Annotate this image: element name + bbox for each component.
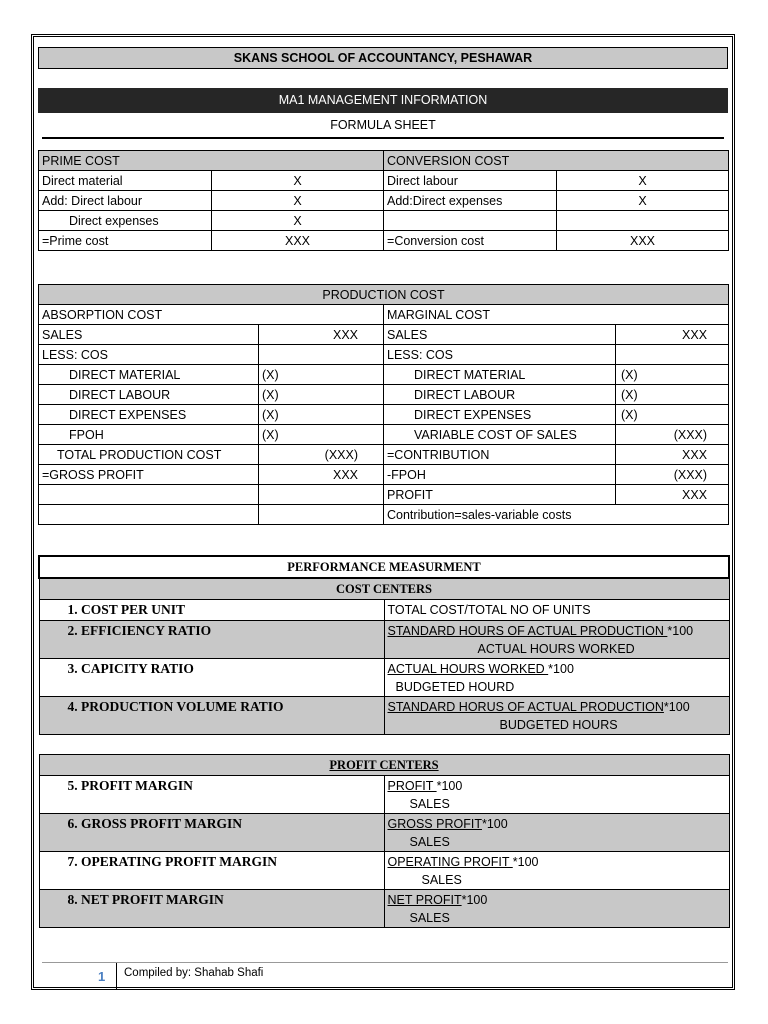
marginal-value-b: XXX bbox=[682, 447, 708, 462]
formula-denominator: SALES bbox=[409, 911, 450, 925]
absorption-row-label: DIRECT EXPENSES bbox=[39, 405, 259, 425]
marginal-value-b: XXX bbox=[682, 487, 708, 502]
marginal-row-label: PROFIT bbox=[384, 485, 616, 505]
school-title: SKANS SCHOOL OF ACCOUNTANCY, PESHAWAR bbox=[233, 51, 533, 65]
marginal-row-value bbox=[616, 345, 729, 365]
measure-label: 6. GROSS PROFIT MARGIN bbox=[39, 814, 384, 852]
measure-formula bbox=[384, 659, 729, 697]
marginal-row-value bbox=[616, 385, 729, 405]
measure-label: 4. PRODUCTION VOLUME RATIO bbox=[39, 697, 384, 735]
formula-numerator: ACTUAL HOURS WORKED bbox=[387, 662, 549, 676]
measure-formula bbox=[384, 776, 729, 814]
conversion-row-label: Direct labour bbox=[384, 171, 557, 191]
footer-divider bbox=[116, 963, 117, 989]
formula-numerator: STANDARD HORUS OF ACTUAL PRODUCTION bbox=[387, 700, 664, 714]
marginal-row-label: DIRECT MATERIAL bbox=[384, 365, 616, 385]
formula-numerator: PROFIT bbox=[387, 779, 437, 793]
formula-numerator-line bbox=[388, 817, 508, 831]
formula-numerator-line bbox=[388, 603, 591, 617]
production-cost-table bbox=[38, 284, 729, 525]
measure-formula bbox=[384, 621, 729, 659]
school-title-band bbox=[38, 47, 728, 69]
prime-row-value: XXX bbox=[212, 231, 384, 251]
marginal-row-label: -FPOH bbox=[384, 465, 616, 485]
measure-label: 2. EFFICIENCY RATIO bbox=[39, 621, 384, 659]
formula-multiplier: *100 bbox=[512, 855, 539, 869]
conversion-row-label: Add:Direct expenses bbox=[384, 191, 557, 211]
conversion-row-value: XXX bbox=[557, 231, 729, 251]
prime-row-value: X bbox=[212, 171, 384, 191]
absorption-row-label: TOTAL PRODUCTION COST bbox=[39, 445, 259, 465]
prime-row-label: Add: Direct labour bbox=[39, 191, 212, 211]
prime-row-label: Direct material bbox=[39, 171, 212, 191]
marginal-value-b: XXX bbox=[682, 327, 708, 342]
formula-numerator: GROSS PROFIT bbox=[387, 817, 482, 831]
formula-numerator-line bbox=[388, 624, 694, 638]
measure-label: 8. NET PROFIT MARGIN bbox=[39, 890, 384, 928]
formula-multiplier: *100 bbox=[481, 817, 508, 831]
formula-multiplier: *100 bbox=[436, 779, 463, 793]
marginal-row-label: DIRECT EXPENSES bbox=[384, 405, 616, 425]
formula-multiplier: *100 bbox=[461, 893, 488, 907]
absorption-row-value bbox=[259, 465, 384, 485]
absorption-row-value bbox=[259, 385, 384, 405]
marginal-value-a: (X) bbox=[621, 407, 638, 422]
formula-numerator-line bbox=[388, 779, 463, 793]
absorption-value-a: (X) bbox=[262, 387, 279, 402]
conversion-row-value: X bbox=[557, 191, 729, 211]
profit-centers-title: PROFIT CENTERS bbox=[329, 758, 439, 772]
measure-formula bbox=[384, 600, 729, 621]
measure-label: 1. COST PER UNIT bbox=[39, 600, 384, 621]
formula-numerator: STANDARD HOURS OF ACTUAL PRODUCTION bbox=[387, 624, 668, 638]
absorption-row-label: LESS: COS bbox=[39, 345, 259, 365]
measure-formula bbox=[384, 852, 729, 890]
marginal-value-b: (XXX) bbox=[673, 427, 708, 442]
marginal-row-value bbox=[616, 325, 729, 345]
measure-label: 3. CAPICITY RATIO bbox=[39, 659, 384, 697]
conversion-row-label: =Conversion cost bbox=[384, 231, 557, 251]
formula-numerator: OPERATING PROFIT bbox=[387, 855, 513, 869]
marginal-value-a: (X) bbox=[621, 387, 638, 402]
marginal-row-label: SALES bbox=[384, 325, 616, 345]
absorption-value-b: XXX bbox=[332, 467, 358, 482]
absorption-row-value bbox=[259, 425, 384, 445]
marginal-value-a: (X) bbox=[621, 367, 638, 382]
profit-centers-header bbox=[39, 755, 729, 776]
absorption-row-value bbox=[259, 345, 384, 365]
marginal-cost-header: MARGINAL COST bbox=[384, 305, 729, 325]
marginal-row-label: VARIABLE COST OF SALES bbox=[384, 425, 616, 445]
formula-numerator: NET PROFIT bbox=[387, 893, 462, 907]
conversion-row-value bbox=[557, 211, 729, 231]
prime-row-label: =Prime cost bbox=[39, 231, 212, 251]
absorption-row-label: DIRECT LABOUR bbox=[39, 385, 259, 405]
formula-multiplier: *100 bbox=[667, 624, 694, 638]
marginal-value-b: (XXX) bbox=[673, 467, 708, 482]
prime-row-value: X bbox=[212, 211, 384, 231]
formula-denominator: BUDGETED HOURD bbox=[395, 680, 515, 694]
absorption-row-label bbox=[39, 505, 259, 525]
absorption-row-value bbox=[259, 505, 384, 525]
footer-rule bbox=[42, 962, 728, 963]
absorption-row-value bbox=[259, 485, 384, 505]
measure-label: 7. OPERATING PROFIT MARGIN bbox=[39, 852, 384, 890]
compiled-by: Compiled by: Shahab Shafi bbox=[124, 967, 264, 979]
course-title-band bbox=[38, 88, 728, 113]
formula-numerator-line bbox=[388, 893, 488, 907]
prime-row-label: Direct expenses bbox=[39, 211, 212, 231]
prime-row-value: X bbox=[212, 191, 384, 211]
absorption-row-label: DIRECT MATERIAL bbox=[39, 365, 259, 385]
performance-header: PERFORMANCE MEASURMENT bbox=[39, 556, 729, 578]
spacer-row bbox=[39, 735, 729, 755]
prime-cost-header: PRIME COST bbox=[39, 151, 384, 171]
formula-denominator: SALES bbox=[409, 797, 450, 811]
performance-table bbox=[38, 555, 730, 928]
formula-multiplier: *100 bbox=[663, 700, 690, 714]
absorption-row-label: SALES bbox=[39, 325, 259, 345]
marginal-row-value bbox=[616, 425, 729, 445]
marginal-row-value bbox=[616, 465, 729, 485]
absorption-cost-header: ABSORPTION COST bbox=[39, 305, 384, 325]
formula-sheet-page bbox=[31, 34, 735, 990]
marginal-row-value bbox=[616, 485, 729, 505]
absorption-row-value bbox=[259, 325, 384, 345]
measure-label: 5. PROFIT MARGIN bbox=[39, 776, 384, 814]
formula-denominator: SALES bbox=[409, 835, 450, 849]
marginal-row-label: DIRECT LABOUR bbox=[384, 385, 616, 405]
conversion-row-label bbox=[384, 211, 557, 231]
marginal-row-label: =CONTRIBUTION bbox=[384, 445, 616, 465]
cost-centers-header: COST CENTERS bbox=[39, 578, 729, 600]
absorption-row-label: FPOH bbox=[39, 425, 259, 445]
marginal-row-label: LESS: COS bbox=[384, 345, 616, 365]
course-title: MA1 MANAGEMENT INFORMATION bbox=[278, 93, 488, 107]
absorption-value-b: XXX bbox=[332, 327, 358, 342]
sheet-title: FORMULA SHEET bbox=[330, 118, 436, 132]
contribution-note: Contribution=sales-variable costs bbox=[384, 505, 729, 525]
absorption-value-a: (X) bbox=[262, 367, 279, 382]
formula-numerator-line bbox=[388, 855, 539, 869]
formula-numerator-line bbox=[388, 700, 690, 714]
production-cost-header: PRODUCTION COST bbox=[39, 285, 729, 305]
marginal-row-value bbox=[616, 405, 729, 425]
absorption-row-value bbox=[259, 405, 384, 425]
measure-formula bbox=[384, 697, 729, 735]
absorption-value-a: (X) bbox=[262, 407, 279, 422]
absorption-row-value bbox=[259, 445, 384, 465]
absorption-value-b: (XXX) bbox=[324, 447, 358, 462]
formula-multiplier: *100 bbox=[548, 662, 574, 676]
marginal-row-value bbox=[616, 365, 729, 385]
sheet-title-rule bbox=[42, 137, 724, 139]
measure-formula bbox=[384, 890, 729, 928]
formula-denominator: SALES bbox=[421, 873, 462, 887]
formula-denominator: ACTUAL HOURS WORKED bbox=[477, 642, 635, 656]
conversion-cost-header: CONVERSION COST bbox=[384, 151, 729, 171]
prime-conversion-table bbox=[38, 150, 729, 251]
conversion-row-value: X bbox=[557, 171, 729, 191]
marginal-row-value bbox=[616, 445, 729, 465]
absorption-row-label bbox=[39, 485, 259, 505]
absorption-row-label: =GROSS PROFIT bbox=[39, 465, 259, 485]
formula-numerator-line bbox=[388, 662, 574, 676]
formula-numerator: TOTAL COST/TOTAL NO OF UNITS bbox=[387, 603, 591, 617]
formula-denominator: BUDGETED HOURS bbox=[499, 718, 618, 732]
absorption-value-a: (X) bbox=[262, 427, 279, 442]
page-number: 1 bbox=[98, 969, 106, 984]
measure-formula bbox=[384, 814, 729, 852]
absorption-row-value bbox=[259, 365, 384, 385]
